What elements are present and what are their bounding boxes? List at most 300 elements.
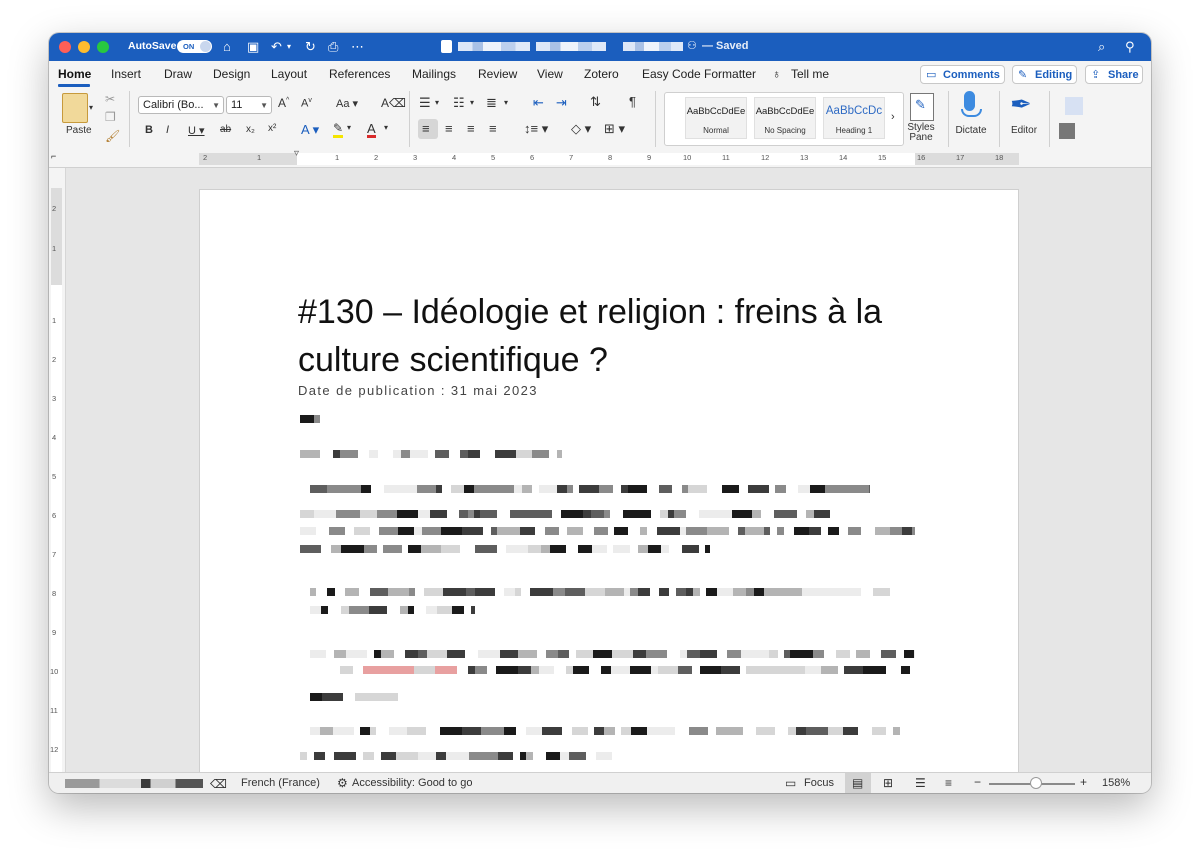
vruler-tick-label: 2: [52, 355, 57, 364]
increase-indent-icon[interactable]: ⇥: [556, 95, 567, 110]
redacted-text-block: [746, 588, 754, 596]
redo-icon[interactable]: ↻: [305, 39, 316, 54]
redacted-text-block: [436, 485, 442, 493]
redacted-text-block: [310, 650, 326, 658]
outline-view-icon[interactable]: ☰: [915, 776, 926, 790]
redacted-text-block: [557, 485, 567, 493]
redacted-text-block: [764, 588, 772, 596]
tab-selector-icon[interactable]: ⌐: [51, 151, 57, 161]
justify-icon[interactable]: ≡: [489, 121, 497, 136]
numbering-icon[interactable]: ☷: [453, 95, 465, 110]
redacted-text-block: [542, 727, 562, 735]
redacted-text-block: [893, 727, 900, 735]
show-formatting-marks-icon[interactable]: ¶: [629, 94, 636, 109]
proofing-icon[interactable]: ⌫: [210, 777, 227, 791]
redacted-text-block: [530, 588, 553, 596]
copy-icon[interactable]: ❐: [105, 110, 116, 124]
underline-icon[interactable]: U ▾: [188, 125, 205, 137]
ribbon-divider: [999, 91, 1000, 147]
redacted-text-block: [567, 527, 583, 535]
redacted-text-block: [437, 606, 452, 614]
tab-zotero[interactable]: Zotero: [584, 67, 619, 81]
tab-draw[interactable]: Draw: [164, 67, 193, 81]
redacted-text-block: [646, 650, 667, 658]
redacted-text-block: [726, 727, 743, 735]
redacted-text-block: [748, 485, 769, 493]
vruler-tick-label: 9: [52, 628, 57, 637]
redacted-text-block: [526, 727, 542, 735]
redacted-text-block: [836, 650, 850, 658]
ribbon-divider: [1049, 91, 1050, 147]
chevron-down-icon: ▼: [212, 101, 220, 110]
redacted-text-block: [539, 666, 554, 674]
close-window-button[interactable]: [59, 41, 71, 53]
redacted-text-block: [630, 666, 651, 674]
zoom-level[interactable]: 158%: [1102, 777, 1131, 789]
redacted-text-block: [381, 650, 394, 658]
save-status[interactable]: — Saved: [702, 40, 749, 52]
redacted-text-block: [528, 545, 541, 553]
redacted-text-block: [341, 545, 350, 553]
home-icon[interactable]: ⌂: [223, 39, 231, 54]
language-indicator[interactable]: French (France): [241, 777, 320, 789]
ribbon-tabs: [49, 61, 1151, 87]
redacted-text-block: [377, 510, 397, 518]
redacted-text-block: [400, 606, 408, 614]
redacted-text-block: [480, 510, 497, 518]
document-page[interactable]: [200, 190, 1018, 772]
redacted-text-block: [541, 545, 550, 553]
redacted-text-block: [550, 545, 566, 553]
styles-next-chevron-icon[interactable]: ›: [891, 111, 895, 123]
paste-icon[interactable]: [62, 93, 88, 123]
document-canvas[interactable]: [66, 168, 1151, 772]
redacted-text-block: [578, 545, 592, 553]
redacted-text-block: [436, 752, 446, 760]
ruler-right-margin: [915, 153, 1019, 165]
font-name-select[interactable]: Calibri (Bo... ▼: [138, 96, 224, 114]
ruler-tick-label: 9: [647, 153, 652, 162]
redacted-text-block: [813, 650, 824, 658]
tab-mailings[interactable]: Mailings: [412, 67, 457, 81]
style-no-spacing[interactable]: AaBbCcDdEe No Spacing: [754, 97, 816, 139]
redacted-text-block: [421, 545, 441, 553]
draft-view-icon[interactable]: ≡: [945, 776, 953, 790]
redacted-text-block: [446, 752, 469, 760]
redacted-text-block: [464, 485, 474, 493]
dictate-button[interactable]: Dictate: [955, 125, 987, 136]
redacted-text-block: [688, 485, 707, 493]
accessibility-status[interactable]: Accessibility: Good to go: [352, 777, 473, 789]
focus-icon[interactable]: ▭: [785, 776, 797, 790]
redacted-text-block: [806, 727, 828, 735]
redacted-text-block: [497, 527, 520, 535]
lightbulb-icon: ♁: [772, 67, 781, 81]
vruler-tick-label: 3: [52, 394, 57, 403]
ruler-tick-label: 4: [452, 153, 457, 162]
zoom-window-button[interactable]: [97, 41, 109, 53]
web-layout-icon[interactable]: ⊞: [883, 776, 894, 790]
save-icon[interactable]: ▣: [247, 39, 260, 54]
redacted-text-block: [522, 485, 532, 493]
redacted-text-block: [462, 727, 481, 735]
redacted-text-block: [572, 727, 588, 735]
align-right-icon[interactable]: ≡: [467, 121, 475, 136]
redacted-text-block: [806, 510, 814, 518]
redacted-text-block: [614, 527, 628, 535]
page-word-count-redacted[interactable]: [65, 779, 203, 788]
paste-button-label[interactable]: Paste: [66, 125, 92, 136]
redacted-text-block: [345, 588, 359, 596]
redacted-text-block: [717, 588, 733, 596]
tab-view[interactable]: View: [537, 67, 563, 81]
redacted-text-block: [781, 588, 802, 596]
font-color-icon[interactable]: A: [367, 121, 376, 136]
redacted-text-block: [414, 527, 422, 535]
redacted-text-block: [707, 527, 729, 535]
redacted-text-block: [401, 450, 410, 458]
redacted-text-block: [869, 485, 870, 493]
redacted-text-block: [802, 588, 818, 596]
ribbon-divider: [655, 91, 656, 147]
redacted-text-block: [393, 450, 401, 458]
accessibility-icon[interactable]: ⚙: [337, 776, 348, 790]
redacted-text-block: [558, 650, 569, 658]
chevron-down-icon[interactable]: ▾: [435, 98, 440, 107]
redacted-text-block: [539, 485, 557, 493]
redacted-text-block: [378, 693, 398, 701]
redacted-text-block: [686, 527, 707, 535]
redacted-text-block: [397, 510, 418, 518]
redacted-text-block: [628, 485, 639, 493]
microphone-icon[interactable]: [964, 91, 975, 111]
redacted-text-block: [775, 485, 786, 493]
redacted-text-block: [314, 415, 320, 423]
vruler-tick-label: 8: [52, 589, 57, 598]
redacted-text-block: [440, 727, 462, 735]
redacted-text-block: [873, 588, 890, 596]
chevron-down-icon: ▼: [260, 101, 268, 110]
style-heading-1[interactable]: AaBbCcDc Heading 1: [823, 97, 885, 139]
tab-review[interactable]: Review: [478, 67, 518, 81]
horizontal-ruler[interactable]: [49, 148, 1151, 168]
add-in-icon[interactable]: [1059, 123, 1075, 139]
line-spacing-icon[interactable]: ↕≡ ▾: [524, 121, 549, 136]
multilevel-list-icon[interactable]: ≣: [486, 95, 497, 110]
styles-gallery: [664, 92, 904, 146]
redacted-text-block: [630, 588, 638, 596]
redacted-text-block: [674, 510, 686, 518]
tab-design[interactable]: Design: [213, 67, 251, 81]
redacted-text-block: [531, 666, 539, 674]
redacted-text-block: [828, 527, 839, 535]
account-icon[interactable]: ⚲: [1125, 39, 1135, 54]
bold-icon[interactable]: B: [145, 124, 153, 136]
redacted-text-block: [788, 727, 796, 735]
pencil-icon: ✎: [1018, 69, 1028, 81]
redacted-text-block: [901, 666, 910, 674]
font-size-select[interactable]: 11 ▼: [226, 96, 272, 114]
redacted-text-block: [660, 510, 668, 518]
redacted-text-block: [818, 588, 836, 596]
redacted-text-block: [772, 588, 781, 596]
shrink-font-icon[interactable]: $A^v$: [301, 97, 312, 110]
redacted-text-block: [510, 510, 532, 518]
redacted-text-block: [447, 650, 465, 658]
redacted-text-block: [506, 545, 528, 553]
chevron-down-icon[interactable]: ▾: [504, 98, 509, 107]
redacted-text-block: [638, 588, 650, 596]
redacted-text-block: [384, 485, 394, 493]
vruler-tick-label: 11: [50, 706, 58, 715]
redacted-text-block: [361, 485, 371, 493]
zoom-out-icon[interactable]: −: [974, 775, 982, 789]
format-painter-icon[interactable]: 🖌: [105, 129, 121, 143]
redacted-text-block: [659, 588, 669, 596]
strikethrough-icon[interactable]: ab: [220, 124, 232, 135]
ruler-tick-label: 8: [608, 153, 613, 162]
ruler-tick-label: 11: [722, 153, 730, 162]
redacted-text-block: [341, 606, 349, 614]
redacted-text-block: [340, 450, 358, 458]
redacted-text-block: [409, 588, 415, 596]
redacted-text-block: [369, 450, 378, 458]
redacted-text-block: [475, 666, 487, 674]
redacted-text-block: [814, 510, 830, 518]
indent-marker-icon[interactable]: ▿: [294, 148, 300, 159]
grow-font-icon[interactable]: A^: [278, 96, 290, 110]
redacted-text-block: [374, 650, 381, 658]
redacted-text-block: [322, 693, 343, 701]
redacted-text-block: [414, 666, 435, 674]
redacted-text-block: [676, 588, 686, 596]
ruler-tick-label: 1: [257, 153, 262, 162]
search-icon[interactable]: ⌕: [1098, 39, 1106, 54]
align-center-icon[interactable]: ≡: [445, 121, 453, 136]
document-name-redacted: [536, 42, 606, 51]
redacted-text-block: [661, 727, 675, 735]
add-in-icon[interactable]: [1065, 97, 1083, 115]
redacted-text-block: [310, 727, 320, 735]
redacted-text-block: [364, 545, 377, 553]
zoom-slider-thumb[interactable]: [1030, 777, 1042, 789]
tab-layout[interactable]: Layout: [271, 67, 308, 81]
redacted-text-block: [381, 752, 396, 760]
redacted-text-block: [430, 510, 447, 518]
tab-home[interactable]: Home: [58, 67, 92, 81]
chevron-down-icon[interactable]: ▾: [470, 98, 475, 107]
superscript-icon[interactable]: x²: [268, 123, 277, 134]
redacted-text-block: [709, 510, 732, 518]
redacted-text-block: [746, 666, 767, 674]
redacted-text-block: [417, 485, 436, 493]
redacted-text-block: [546, 752, 560, 760]
shading-icon[interactable]: ◇ ▾: [571, 121, 592, 136]
clear-formatting-icon[interactable]: A⌫: [381, 96, 406, 110]
ribbon-divider: [409, 91, 410, 147]
redacted-text-block: [469, 752, 480, 760]
redacted-text-block: [300, 545, 321, 553]
pencil-icon: ✎: [915, 97, 926, 112]
redacted-text-block: [379, 527, 398, 535]
redacted-text-block: [310, 693, 322, 701]
style-normal[interactable]: AaBbCcDdEe Normal: [685, 97, 747, 139]
redacted-text-block: [478, 650, 500, 658]
more-commands-icon[interactable]: ⋯: [351, 39, 364, 54]
redacted-text-block: [716, 727, 726, 735]
redacted-text-block: [300, 415, 314, 423]
redacted-text-block: [546, 650, 558, 658]
chevron-down-icon[interactable]: ▾: [347, 123, 352, 132]
redacted-text-block: [798, 485, 810, 493]
vruler-tick-label: 5: [52, 472, 57, 481]
paste-menu-chevron-icon[interactable]: ▾: [89, 103, 94, 112]
redacted-text-block: [573, 666, 589, 674]
redacted-text-block: [363, 752, 374, 760]
ruler-tick-label: 17: [956, 153, 965, 162]
redacted-text-block: [320, 727, 333, 735]
ruler-tick-label: 16: [917, 153, 926, 162]
redacted-text-block: [565, 588, 585, 596]
ruler-tick-label: 13: [800, 153, 809, 162]
vertical-ruler[interactable]: [49, 168, 66, 772]
redacted-text-block: [518, 650, 537, 658]
undo-icon[interactable]: ↶: [271, 39, 282, 54]
tab-easy-code-formatter[interactable]: Easy Code Formatter: [642, 67, 757, 81]
redacted-text-block: [383, 545, 402, 553]
redacted-text-block: [658, 666, 678, 674]
tell-me-search[interactable]: Tell me: [791, 67, 830, 81]
redacted-text-block: [500, 650, 518, 658]
redacted-text-block: [700, 666, 721, 674]
redacted-text-block: [601, 666, 611, 674]
vruler-tick-label: 12: [50, 745, 59, 754]
redacted-text-block: [394, 485, 417, 493]
print-layout-icon: ▤: [852, 776, 864, 790]
redacted-text-block: [468, 666, 475, 674]
redacted-text-block: [631, 727, 647, 735]
text-effects-icon[interactable]: A ▾: [301, 122, 320, 137]
redacted-text-block: [300, 450, 307, 458]
comment-icon: ▭: [926, 69, 937, 81]
publication-date[interactable]: Date de publication : 31 mai 2023: [298, 383, 538, 398]
redacted-text-block: [904, 650, 914, 658]
redacted-text-block: [426, 606, 437, 614]
redacted-text-block: [498, 752, 513, 760]
redacted-text-block: [872, 727, 886, 735]
subscript-icon[interactable]: x₂: [246, 124, 255, 135]
redacted-text-block: [843, 727, 858, 735]
bullets-icon[interactable]: ☰: [419, 95, 431, 110]
redacted-text-block: [518, 666, 531, 674]
autosave-toggle[interactable]: ON: [177, 40, 212, 53]
redacted-text-block: [727, 650, 741, 658]
redacted-text-block: [336, 510, 353, 518]
vruler-tick-label: 1: [52, 244, 57, 253]
share-label: Share: [1108, 69, 1139, 81]
redacted-text-block: [687, 650, 700, 658]
redacted-text-block: [756, 727, 775, 735]
highlight-color-icon[interactable]: ✎: [333, 122, 343, 138]
redacted-text-block: [769, 650, 778, 658]
redacted-text-block: [591, 510, 604, 518]
redacted-text-block: [722, 485, 739, 493]
redacted-text-block: [809, 527, 821, 535]
cut-icon[interactable]: ✂: [105, 92, 116, 106]
sort-icon[interactable]: ⇅: [590, 94, 601, 109]
redacted-text-block: [389, 727, 407, 735]
redacted-text-block: [516, 450, 532, 458]
redacted-text-block: [847, 485, 869, 493]
redacted-text-block: [349, 606, 369, 614]
redacted-text-block: [560, 752, 569, 760]
redacted-text-block: [520, 527, 535, 535]
redacted-text-block: [545, 527, 559, 535]
redacted-text-block: [310, 485, 327, 493]
editor-pen-icon[interactable]: ✒: [1010, 89, 1032, 119]
redacted-text-block: [689, 727, 708, 735]
redacted-text-block: [424, 588, 443, 596]
document-title[interactable]: #130 – Idéologie et religion : freins à la culture scientifique ?: [298, 293, 883, 379]
decrease-indent-icon[interactable]: ⇤: [533, 95, 544, 110]
editor-button[interactable]: Editor: [1010, 125, 1038, 136]
redacted-text-block: [657, 527, 680, 535]
redacted-text-block: [418, 650, 427, 658]
focus-mode-button[interactable]: Focus: [804, 777, 834, 789]
redacted-text-block: [706, 588, 717, 596]
redacted-text-block: [557, 450, 562, 458]
redacted-text-block: [489, 727, 504, 735]
italic-icon[interactable]: I: [166, 124, 170, 136]
redacted-text-block: [333, 450, 340, 458]
vruler-tick-label: 6: [52, 511, 57, 520]
ribbon-divider: [129, 91, 130, 147]
borders-icon[interactable]: ⊞ ▾: [604, 121, 626, 136]
undo-menu-chevron-icon[interactable]: ▾: [287, 42, 292, 51]
redacted-text-block: [410, 450, 428, 458]
redacted-text-block: [369, 606, 387, 614]
redacted-text-block: [349, 752, 356, 760]
redacted-text-block: [790, 650, 813, 658]
chevron-down-icon[interactable]: ▾: [384, 123, 389, 132]
redacted-text-block: [435, 450, 449, 458]
redacted-text-block: [828, 727, 843, 735]
shared-users-icon[interactable]: ⚇: [687, 40, 697, 52]
redacted-text-block: [844, 666, 863, 674]
ruler-tick-label: 12: [761, 153, 770, 162]
minimize-window-button[interactable]: [78, 41, 90, 53]
ruler-tick-label: 5: [491, 153, 496, 162]
redacted-text-block: [496, 666, 518, 674]
redacted-text-block: [300, 510, 314, 518]
ribbon-divider: [948, 91, 949, 147]
change-case-icon[interactable]: Aa ▾: [336, 98, 359, 110]
tab-insert[interactable]: Insert: [111, 67, 142, 81]
redacted-text-block: [638, 510, 651, 518]
redacted-text-block: [408, 606, 414, 614]
redacted-text-block: [640, 527, 647, 535]
redacted-text-block: [474, 485, 486, 493]
redacted-text-block: [912, 527, 915, 535]
print-icon[interactable]: ⎙: [328, 39, 339, 54]
redacted-text-block: [321, 606, 328, 614]
redacted-text-block: [441, 527, 462, 535]
redacted-text-block: [890, 527, 902, 535]
zoom-in-icon[interactable]: +: [1080, 775, 1088, 789]
align-left-icon: ≡: [422, 121, 430, 136]
tab-references[interactable]: References: [329, 67, 391, 81]
styles-pane-label[interactable]: Styles Pane: [907, 122, 935, 143]
